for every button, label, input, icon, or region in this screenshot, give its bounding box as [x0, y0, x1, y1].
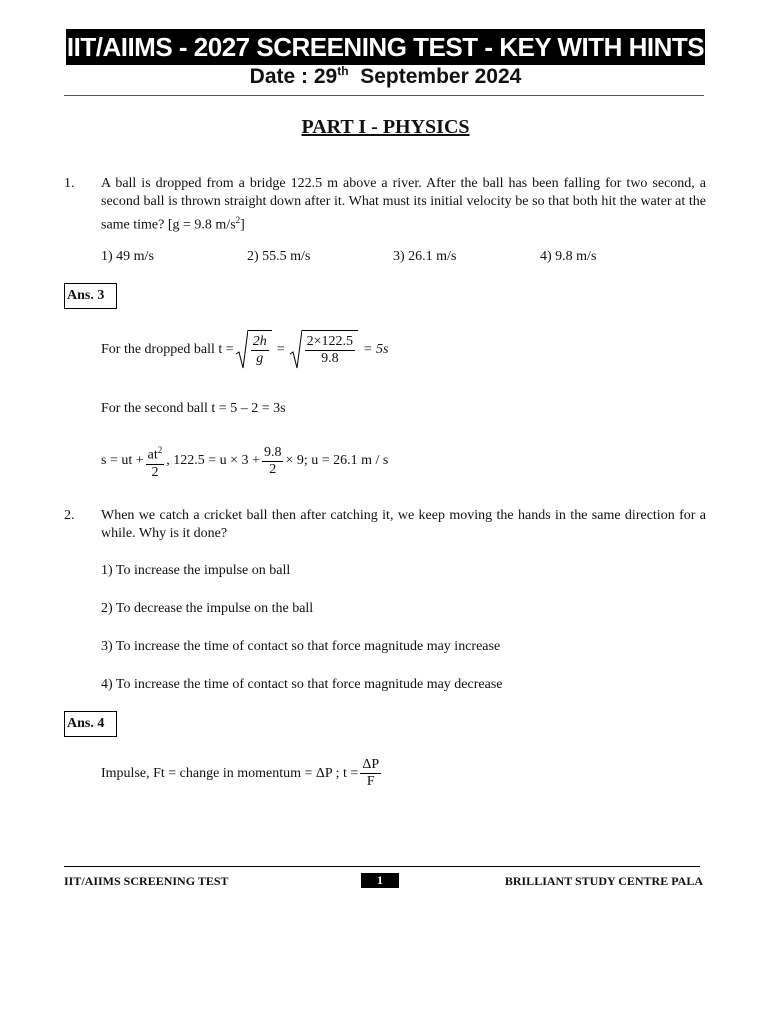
part-title: PART I - PHYSICS: [301, 116, 470, 138]
q2-option-1: 1) To increase the impulse on ball: [101, 563, 291, 578]
question-number-1: 1.: [64, 176, 75, 191]
question-text-2: When we catch a cricket ball then after catching it, we keep moving the hands in the same direction for a while. Why is it done?: [101, 508, 706, 541]
q1-hint3-num-sup: 2: [157, 445, 163, 455]
q1-hint1-den1: g: [256, 351, 264, 366]
q2-option-3: 3) To increase the time of contact so that force magnitude may increase: [101, 639, 501, 654]
date-sup: th: [337, 64, 349, 78]
q1-hint3-num: at: [147, 447, 158, 463]
q1-answer-box: Ans. 3: [64, 283, 117, 309]
q2-option-4: 4) To increase the time of contact so that force magnitude may decrease: [101, 677, 503, 692]
q1-option-4: 4) 9.8 m/s: [540, 249, 597, 264]
footer-right: BRILLIANT STUDY CENTRE PALA: [504, 874, 703, 888]
date-prefix: Date : 29: [249, 65, 338, 88]
q1-hint3-a: s = ut +: [101, 453, 144, 469]
q2-hint-impulse: [101, 757, 383, 790]
q2-answer-box: Ans. 4: [64, 711, 117, 737]
page-number: 1: [361, 873, 399, 888]
q1-option-1: 1) 49 m/s: [101, 249, 154, 264]
header-divider: [64, 95, 704, 96]
question-text-1: [101, 175, 706, 235]
q1-hint3-den2: 2: [269, 461, 277, 477]
q1-text-end: ]: [240, 217, 245, 233]
q2-hint-num: ΔP: [362, 757, 380, 772]
q1-hint-equation: [101, 442, 388, 481]
q1-hint3-den: 2: [151, 464, 159, 480]
q1-option-2: 2) 55.5 m/s: [247, 249, 311, 264]
date-suffix: September 2024: [348, 65, 522, 88]
sqrt-symbol-1: [236, 330, 272, 370]
q1-hint-dropped-ball: For the dropped ball t = $\frac{2h}{g}$ = $\frac{2\times 122.5}{9.8}$ = 5s: [101, 330, 388, 370]
q2-hint-den: F: [366, 774, 375, 789]
footer-left: IIT/AIIMS SCREENING TEST: [64, 874, 229, 888]
sqrt-symbol-2: [290, 330, 358, 370]
q2-hint-a: Impulse, Ft = change in momentum = ΔP ; t =: [101, 765, 359, 781]
q1-option-3: 3) 26.1 m/s: [393, 249, 457, 264]
q1-hint1-den2: 9.8: [321, 351, 339, 366]
exam-date: [66, 64, 705, 89]
question-number-2: 2.: [64, 508, 75, 523]
q1-hint3-c: × 9; u = 26.1 m / s: [285, 453, 389, 469]
q2-option-2: 2) To decrease the impulse on the ball: [101, 601, 314, 616]
q1-hint1-prefix: For the dropped ball t =: [101, 342, 234, 357]
q1-hint1-result: = 5s: [363, 342, 389, 357]
q1-hint3-num2: 9.8: [263, 444, 282, 460]
header-banner: IIT/AIIMS - 2027 SCREENING TEST - KEY WITH HINTS: [66, 29, 705, 65]
q1-text: A ball is dropped from a bridge 122.5 m above a river. After the ball has been falling for two second, a second ball is thrown straight down after it. What must its initial velocity be so that both hit the water at the same time? [g = 9.8 m/s: [101, 176, 706, 233]
footer-divider: [64, 866, 700, 867]
q1-hint1-num2: 2×122.5: [306, 334, 354, 349]
q1-hint-second-ball: For the second ball t = 5 – 2 = 3s: [101, 401, 286, 416]
q1-hint1-num1: 2h: [252, 334, 267, 349]
q1-text-sup: 2: [235, 215, 241, 225]
q1-hint3-b: , 122.5 = u × 3 +: [166, 453, 260, 469]
